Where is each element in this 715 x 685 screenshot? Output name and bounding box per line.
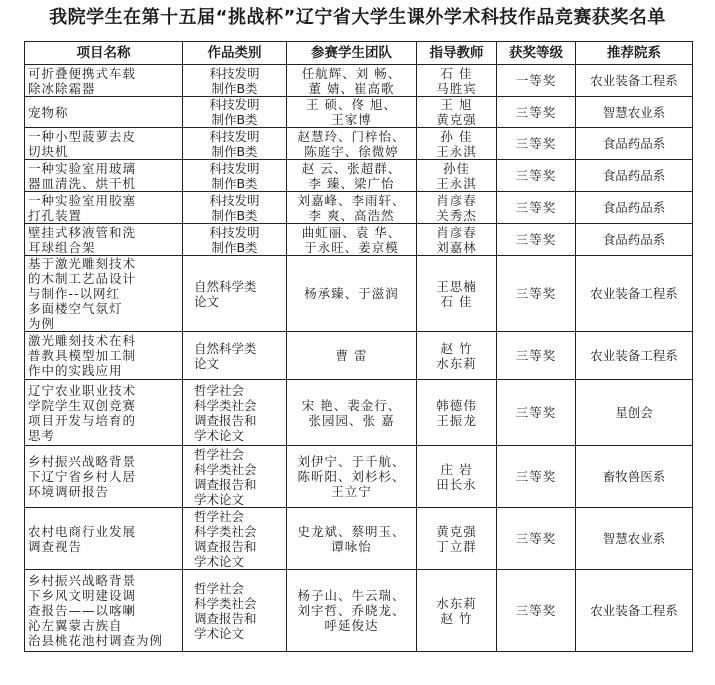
department-cell	[576, 570, 693, 652]
award-level-cell-text: 三等奖	[515, 405, 557, 420]
award-level-cell	[497, 446, 576, 508]
category-cell-text: 哲学社会 科学类社会 调查报告和 学术论文	[194, 508, 257, 569]
department-cell-text: 智慧农业系	[602, 104, 666, 120]
category-cell	[183, 332, 287, 380]
department-cell-text: 农业装备工程系	[590, 603, 678, 618]
teacher-cell	[417, 256, 497, 332]
project-name-cell	[25, 192, 183, 224]
project-name-cell-text: 一种实验室用胶塞 打孔装置	[28, 192, 137, 223]
table-row	[25, 97, 693, 128]
award-level-cell	[497, 332, 576, 380]
teacher-cell	[417, 508, 497, 570]
award-level-cell-text: 三等奖	[515, 603, 557, 618]
category-cell	[183, 508, 287, 570]
team-cell	[287, 128, 417, 160]
award-level-cell	[497, 508, 576, 570]
team-cell	[287, 256, 417, 332]
award-level-cell-text: 三等奖	[515, 136, 557, 151]
column-header-level: 获奖等级	[497, 42, 576, 65]
teacher-cell-text: 石 佳 马胜宾	[436, 65, 477, 96]
department-cell	[576, 65, 693, 97]
department-cell	[576, 97, 693, 128]
department-cell-text: 农业装备工程系	[590, 73, 678, 88]
department-cell-text: 智慧农业系	[602, 531, 666, 546]
column-header-project: 项目名称	[25, 42, 183, 65]
award-level-cell-text: 三等奖	[515, 531, 557, 546]
department-cell	[576, 224, 693, 256]
department-cell	[576, 446, 693, 508]
category-cell	[183, 65, 287, 97]
project-name-cell-text: 辽宁农业职业技术 学院学生双创竞赛 项目开发与培育的 思考	[28, 382, 137, 443]
project-name-cell	[25, 160, 183, 192]
awards-table	[24, 41, 693, 652]
project-name-cell	[25, 224, 183, 256]
award-level-cell-text: 三等奖	[515, 232, 557, 247]
team-cell	[287, 332, 417, 380]
team-cell-text: 杨承臻、于滋润	[304, 286, 399, 301]
team-cell-text: 刘伊宁、于千航、 陈昕阳、刘杉杉、 王立宁	[297, 454, 406, 499]
teacher-cell	[417, 380, 497, 446]
column-header-team: 参赛学生团队	[287, 42, 417, 65]
department-cell-text: 农业装备工程系	[590, 286, 678, 301]
award-level-cell-text: 三等奖	[515, 348, 557, 363]
project-name-cell	[25, 446, 183, 508]
category-cell	[183, 128, 287, 160]
table-row	[25, 160, 693, 192]
department-cell	[576, 380, 693, 446]
team-cell	[287, 224, 417, 256]
page-title: 我院学生在第十五届“挑战杯”辽宁省大学生课外学术科技作品竞赛获奖名单	[49, 7, 666, 28]
table-row	[25, 128, 693, 160]
department-cell	[576, 508, 693, 570]
teacher-cell-text: 孙 佳 王永淇	[436, 128, 477, 159]
team-cell-text: 曹 雷	[335, 348, 368, 363]
team-cell	[287, 192, 417, 224]
table-row	[25, 192, 693, 224]
category-cell-text: 自然科学类 论文	[194, 340, 257, 371]
project-name-cell-text: 宠物称	[28, 104, 69, 120]
teacher-cell-text: 王 旭 黄克强	[436, 97, 477, 127]
category-cell-text: 自然科学类 论文	[194, 278, 257, 309]
category-cell	[183, 570, 287, 652]
category-cell-text: 科技发明 制作B类	[209, 65, 260, 96]
team-cell	[287, 446, 417, 508]
team-cell-text: 杨子山、牛云瑞、 刘宇哲、乔晓龙、 呼延俊达	[297, 588, 406, 633]
category-cell-text: 科技发明 制作B类	[209, 128, 260, 159]
award-level-cell	[497, 256, 576, 332]
teacher-cell-text: 王思楠 石 佳	[436, 278, 477, 309]
award-level-cell-text: 三等奖	[515, 200, 557, 215]
project-name-cell-text: 一种小型菠萝去皮 切块机	[28, 128, 137, 159]
teacher-cell	[417, 65, 497, 97]
teacher-cell	[417, 128, 497, 160]
team-cell-text: 赵慧玲、门梓怡、 陈庭宇、徐微婷	[297, 128, 406, 159]
table-row	[25, 256, 693, 332]
category-cell-text: 科技发明 制作B类	[209, 224, 260, 255]
project-name-cell-text: 农村电商行业发展 调查视告	[28, 523, 137, 554]
project-name-cell	[25, 508, 183, 570]
column-header-teacher: 指导教师	[417, 42, 497, 65]
table-row	[25, 65, 693, 97]
teacher-cell	[417, 192, 497, 224]
award-level-cell	[497, 224, 576, 256]
department-cell	[576, 192, 693, 224]
team-cell-text: 曲虹丽、袁 华、 于永旺、姜京模	[301, 224, 402, 255]
table-row	[25, 332, 693, 380]
teacher-cell-text: 水东莉 赵 竹	[436, 595, 477, 626]
department-cell-text: 农业装备工程系	[590, 348, 678, 363]
category-cell	[183, 256, 287, 332]
category-cell	[183, 380, 287, 446]
award-level-cell-text: 三等奖	[515, 469, 557, 484]
team-cell-text: 刘嘉峰、李雨轩、 李 爽、高浩然	[297, 192, 406, 223]
category-cell	[183, 224, 287, 256]
category-cell-text: 哲学社会 科学类社会 调查报告和 学术论文	[194, 382, 257, 443]
team-cell	[287, 508, 417, 570]
project-name-cell	[25, 380, 183, 446]
column-header-department: 推荐院系	[576, 42, 693, 65]
team-cell-text: 任航辉、刘 畅、 董 婧、崔高歌	[301, 65, 402, 96]
table-row	[25, 570, 693, 652]
teacher-cell-text: 黄克强 丁立群	[436, 523, 477, 554]
teacher-cell	[417, 224, 497, 256]
category-cell-text: 哲学社会 科学类社会 调查报告和 学术论文	[194, 446, 257, 507]
table-row	[25, 446, 693, 508]
project-name-cell	[25, 570, 183, 652]
department-cell-text: 畜牧兽医系	[602, 469, 666, 484]
team-cell-text: 赵 云、张超群、 李 臻、梁广怡	[301, 160, 402, 191]
project-name-cell-text: 基于激光雕刻技术 的木制工艺品设计 与制作--以网红 多面楼空气氛灯 为例	[28, 256, 137, 331]
project-name-cell	[25, 128, 183, 160]
department-cell	[576, 256, 693, 332]
teacher-cell-text: 孙佳 王永淇	[436, 160, 477, 191]
teacher-cell	[417, 446, 497, 508]
category-cell-text: 哲学社会 科学类社会 调查报告和 学术论文	[194, 580, 257, 641]
team-cell	[287, 380, 417, 446]
team-cell	[287, 97, 417, 128]
team-cell-text: 宋 艳、裴金行、 张园园、张 嘉	[301, 397, 402, 428]
project-name-cell-text: 乡村振兴战略背景 下辽宁省乡村人居 环境调研报告	[28, 454, 137, 499]
team-cell	[287, 570, 417, 652]
teacher-cell-text: 韩德伟 王振龙	[436, 397, 477, 428]
award-level-cell-text: 三等奖	[515, 286, 557, 301]
project-name-cell-text: 可折叠便携式车载 除冰除霜器	[28, 65, 137, 96]
category-cell-text: 科技发明 制作B类	[209, 160, 260, 191]
table-row	[25, 224, 693, 256]
department-cell-text: 食品药品系	[602, 136, 666, 151]
table-row	[25, 508, 693, 570]
teacher-cell	[417, 160, 497, 192]
department-cell-text: 星创会	[615, 405, 653, 420]
project-name-cell	[25, 97, 183, 128]
project-name-cell	[25, 256, 183, 332]
award-level-cell	[497, 160, 576, 192]
category-cell	[183, 192, 287, 224]
project-name-cell-text: 激光雕刻技术在科 普教具模型加工制 作中的实践应用	[28, 333, 137, 378]
teacher-cell-text: 肖彦春 刘嘉林	[436, 224, 477, 255]
award-level-cell	[497, 192, 576, 224]
project-name-cell-text: 一种实验室用玻璃 器皿清洗、烘干机	[28, 160, 137, 191]
category-cell	[183, 446, 287, 508]
category-cell	[183, 160, 287, 192]
award-level-cell	[497, 65, 576, 97]
teacher-cell-text: 庄 岩 田长永	[436, 461, 477, 492]
project-name-cell-text: 壁挂式移液管和洗 耳球组合架	[28, 224, 137, 255]
header-row	[25, 42, 693, 65]
department-cell	[576, 128, 693, 160]
award-level-cell-text: 一等奖	[515, 73, 557, 88]
project-name-cell	[25, 65, 183, 97]
award-level-cell	[497, 570, 576, 652]
department-cell-text: 食品药品系	[602, 168, 666, 183]
team-cell	[287, 160, 417, 192]
teacher-cell-text: 肖彦春 关秀杰	[436, 192, 477, 223]
department-cell	[576, 332, 693, 380]
award-level-cell-text: 三等奖	[515, 104, 557, 120]
table-row	[25, 380, 693, 446]
award-level-cell-text: 三等奖	[515, 168, 557, 183]
project-name-cell-text: 乡村振兴战略背景 下乡风文明建设调 查报告——以喀喇 沁左翼蒙古族自 治县桃花池村调查为例	[28, 573, 164, 648]
team-cell	[287, 65, 417, 97]
category-cell	[183, 97, 287, 128]
award-level-cell	[497, 128, 576, 160]
department-cell	[576, 160, 693, 192]
project-name-cell	[25, 332, 183, 380]
department-cell-text: 食品药品系	[602, 232, 666, 247]
team-cell-text: 王 硕、佟 旭、 王家博	[306, 97, 397, 127]
award-level-cell	[497, 380, 576, 446]
teacher-cell	[417, 332, 497, 380]
column-header-category: 作品类别	[183, 42, 287, 65]
department-cell-text: 食品药品系	[602, 200, 666, 215]
teacher-cell	[417, 570, 497, 652]
category-cell-text: 科技发明 制作B类	[209, 97, 260, 127]
teacher-cell	[417, 97, 497, 128]
category-cell-text: 科技发明 制作B类	[209, 192, 260, 223]
teacher-cell-text: 赵 竹 水东莉	[436, 340, 477, 371]
team-cell-text: 史龙斌、蔡明玉、 谭咏怡	[297, 523, 406, 554]
award-level-cell	[497, 97, 576, 128]
